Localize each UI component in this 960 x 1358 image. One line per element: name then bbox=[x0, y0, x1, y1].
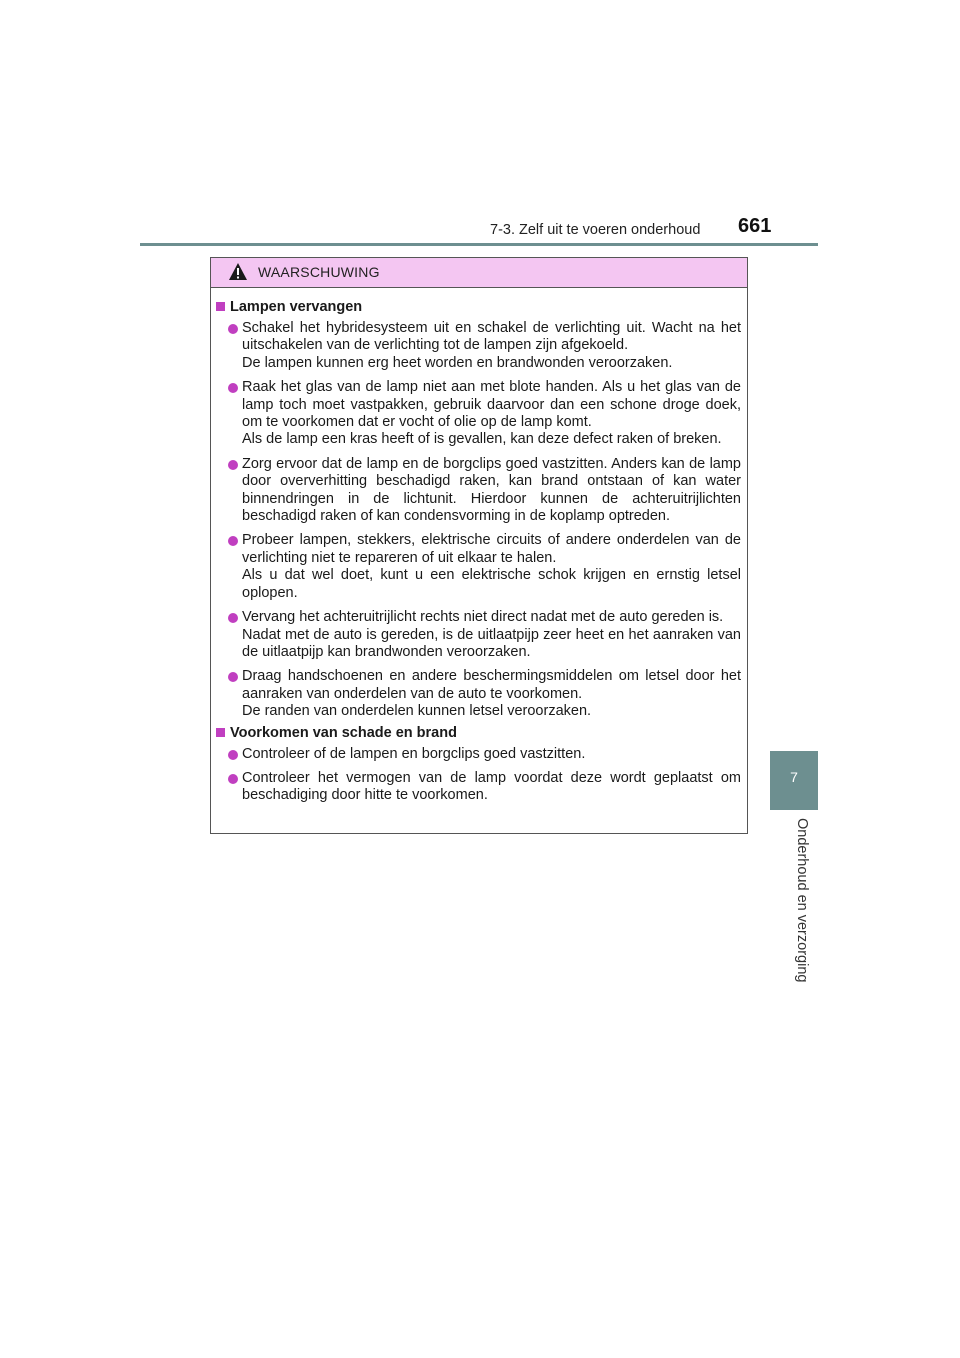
list-item-text: De lampen kunnen erg heet worden en brandwonden veroorzaken. bbox=[242, 354, 673, 371]
list-item-text: Schakel het hybridesysteem uit en schakel de verlichting uit. Wacht na het uitschakelen van de verlichting tot de lampen zijn afgekoeld. bbox=[242, 320, 741, 354]
round-bullet-icon bbox=[228, 613, 238, 623]
list-item-text: Controleer het vermogen van de lamp voordat deze wordt geplaatst om beschadiging door hitte te voorkomen. bbox=[242, 769, 741, 804]
bullet-list bbox=[216, 746, 741, 805]
list-item-text: Als u dat wel doet, kunt u een elektrische schok krijgen en ernstig letsel oplopen. bbox=[242, 567, 741, 601]
list-item bbox=[216, 668, 741, 720]
list-item bbox=[216, 770, 741, 805]
warning-body bbox=[211, 288, 747, 805]
list-item bbox=[216, 379, 741, 449]
round-bullet-icon bbox=[228, 774, 238, 784]
chapter-number: 7 bbox=[790, 769, 798, 785]
list-item-text: Probeer lampen, stekkers, elektrische circuits of andere onderdelen van de verlichting niet te repareren of uit elkaar te halen. bbox=[242, 532, 741, 566]
list-item bbox=[216, 320, 741, 372]
list-item-text: Zorg ervoor dat de lamp en de borgclips goed vastzitten. Anders kan de lamp door oververhitting beschadigd raken, kan brand ontstaan of kan water binnendringen in de lichtunit. Hierdoor kunnen de achteruitrijlichten beschadigd raken of kan condensvorming in de koplamp optreden. bbox=[242, 455, 741, 525]
list-item-text: Als de lamp een kras heeft of is gevallen, kan deze defect raken of breken. bbox=[242, 431, 722, 448]
list-item bbox=[216, 456, 741, 526]
list-item bbox=[216, 609, 741, 661]
list-item bbox=[216, 746, 741, 763]
header-divider bbox=[140, 243, 818, 246]
list-item-text: De randen van onderdelen kunnen letsel veroorzaken. bbox=[242, 703, 592, 720]
round-bullet-icon bbox=[228, 324, 238, 334]
round-bullet-icon bbox=[228, 672, 238, 682]
warning-title: WAARSCHUWING bbox=[258, 264, 380, 280]
list-item bbox=[216, 532, 741, 602]
square-bullet-icon bbox=[216, 302, 225, 311]
round-bullet-icon bbox=[228, 750, 238, 760]
round-bullet-icon bbox=[228, 460, 238, 470]
bullet-list bbox=[216, 320, 741, 721]
warning-box bbox=[210, 257, 748, 834]
chapter-label: Onderhoud en verzorging bbox=[794, 818, 810, 983]
page-number: 661 bbox=[738, 215, 772, 237]
round-bullet-icon bbox=[228, 536, 238, 546]
list-item-text: Controleer of de lampen en borgclips goed vastzitten. bbox=[242, 745, 586, 762]
warning-triangle-icon bbox=[228, 262, 248, 281]
list-item-text: Draag handschoenen en andere beschermingsmiddelen om letsel door het aanraken van onderdelen van de auto te voorkomen. bbox=[242, 668, 741, 702]
list-item-text: Vervang het achteruitrijlicht rechts niet direct nadat met de auto gereden is. bbox=[242, 609, 724, 626]
square-bullet-icon bbox=[216, 728, 225, 737]
section-heading bbox=[216, 725, 741, 742]
list-item-text: Raak het glas van de lamp niet aan met blote handen. Als u het glas van de lamp toch moet vastpakken, gebruik daarvoor dan een schone droge doek, om te voorkomen dat er vocht of olie op de lamp komt. bbox=[242, 379, 741, 431]
section-heading-text: Lampen vervangen bbox=[230, 299, 363, 315]
section-title: 7-3. Zelf uit te voeren onderhoud bbox=[490, 222, 701, 238]
section-heading bbox=[216, 299, 741, 316]
chapter-tab bbox=[770, 751, 818, 810]
warning-header bbox=[211, 258, 747, 288]
round-bullet-icon bbox=[228, 383, 238, 393]
list-item-text: Nadat met de auto is gereden, is de uitlaatpijp zeer heet en het aanraken van de uitlaatpijp kan brandwonden veroorzaken. bbox=[242, 626, 741, 660]
section-heading-text: Voorkomen van schade en brand bbox=[230, 724, 457, 741]
